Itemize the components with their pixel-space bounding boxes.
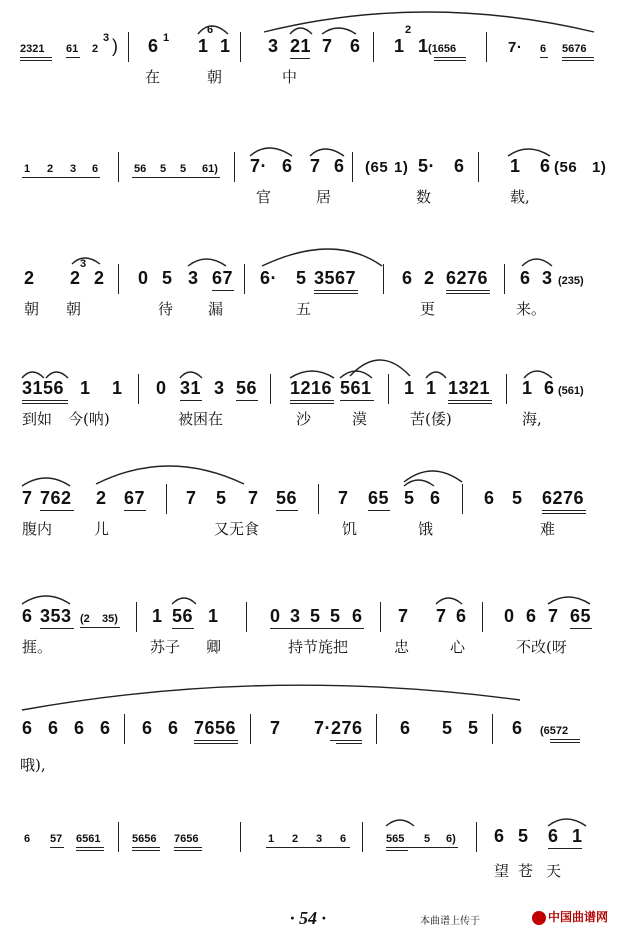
note: 5 [404,488,415,508]
bar-line [352,152,353,182]
note: 1 [522,378,533,398]
note: 2 [292,833,299,845]
note: 5 [512,488,523,508]
note: 3 [542,268,553,288]
underline [330,740,362,741]
note: 1 [510,156,521,176]
note: 3 [80,258,87,270]
bar-line [136,602,137,632]
lyric: 更 [420,300,436,318]
note: (2 [80,613,90,625]
note: 7 [248,488,259,508]
bar-line [250,714,251,744]
note: 3 [103,32,110,44]
note: 7 [270,718,281,738]
note: (561) [558,385,584,397]
bar-line [240,822,241,852]
note: 6 [22,606,33,626]
underline [570,628,592,629]
note: 6561 [76,833,101,845]
note: 6 [334,156,345,176]
note: 5 [518,826,529,846]
underline [22,403,68,404]
note: 2 [24,268,35,288]
note: 1 [163,32,170,44]
note: 1 [394,36,405,56]
lyric: 儿 [94,520,110,538]
note: 7 [186,488,197,508]
underline [76,850,104,851]
underline [76,847,104,848]
lyric: 载, [510,188,530,206]
note: 7 [310,156,321,176]
note: 6 [74,718,85,738]
lyric: 持节旄把 [288,638,349,656]
note: 5656 [132,833,157,845]
note: 353 [40,606,72,626]
note: 5 [330,606,341,626]
note: 5676 [562,43,587,55]
underline [20,57,52,58]
note: 5 [160,163,167,175]
note: 3 [188,268,199,288]
lyric: 数 [416,188,432,206]
bar-line [118,264,119,294]
note: 6 [22,718,33,738]
note: 1 [220,36,231,56]
underline [212,290,234,291]
note: 6 [100,718,111,738]
note: 5 [468,718,479,738]
underline [194,743,238,744]
note: 7· [508,39,523,56]
note: 0 [504,606,515,626]
underline [290,58,310,59]
lyric: 待 [158,300,174,318]
bar-line [492,714,493,744]
underline [22,400,68,401]
lyric: 居 [316,188,332,206]
underline [368,510,390,511]
underline [336,743,362,744]
underline [40,510,74,511]
bar-line [118,822,119,852]
bar-line [128,32,129,62]
note: 1 [404,378,415,398]
note: 57 [50,833,63,845]
note: 5 [216,488,227,508]
bar-line [373,32,374,62]
note: 5· [418,156,436,176]
underline [50,847,64,848]
note: 6· [260,268,278,288]
underline [434,57,466,58]
underline [290,403,334,404]
note: 67 [124,488,146,508]
bar-line [376,714,377,744]
note: 56 [236,378,258,398]
note: 1 [112,378,123,398]
note: 65 [570,606,592,626]
note: 2 [92,43,99,55]
bar-line [318,484,319,514]
lyric: 来。 [516,300,547,318]
underline [550,742,580,743]
bar-line [478,152,479,182]
note: 6 [207,24,214,36]
bar-line [270,374,271,404]
note: ) [112,36,119,56]
lyric: 望 [494,862,510,880]
note: 6 [48,718,59,738]
note: (235) [558,275,584,287]
note: 61) [202,163,218,175]
lyric: 心 [450,638,466,656]
note: 2 [47,163,54,175]
note: 3 [214,378,225,398]
note: 1216 [290,378,333,398]
note: 35) [102,613,118,625]
bar-line [234,152,235,182]
score-line-6 [0,600,637,660]
lyric: 天 [546,862,562,880]
bar-line [388,374,389,404]
source-note: 本曲谱上传于 [420,916,480,927]
underline [236,400,258,401]
note: 0 [270,606,281,626]
note: 7 [322,36,333,56]
underline [174,850,202,851]
underline [540,57,548,58]
underline [448,403,492,404]
lyric: 卿 [206,638,222,656]
lyric: 朝 [207,68,223,86]
note: 1 [572,826,583,846]
note: 6 [540,156,551,176]
note: 6 [456,606,467,626]
underline [66,57,80,58]
note: 1) [592,159,607,176]
bar-line [506,374,507,404]
note: 1 [152,606,163,626]
note: 565 [386,833,405,845]
bar-line [244,264,245,294]
note: 56 [276,488,298,508]
underline [446,293,490,294]
note: 5 [310,606,321,626]
lyric: 朝 [24,300,40,318]
note: 6 [520,268,531,288]
note: 6 [430,488,441,508]
bar-line [486,32,487,62]
score-line-4 [0,372,637,432]
lyric: 忠 [394,638,410,656]
bar-line [362,822,363,852]
score-line-8 [0,820,637,880]
underline [290,400,334,401]
lyric: 沙 [296,410,312,428]
note: 2321 [20,43,45,55]
lyric: 被困在 [178,410,224,428]
underline [386,850,408,851]
underline [434,60,466,61]
underline [40,628,74,629]
score-line-2 [0,150,637,210]
underline [542,513,586,514]
note: 6276 [446,268,489,288]
note: 1321 [448,378,491,398]
lyric: 饥 [342,520,358,538]
lyric: 今(呐) [68,410,110,428]
note: 65 [368,488,390,508]
note: 6 [24,833,31,845]
underline [172,628,194,629]
page-number: · 54 · [290,908,326,928]
note: 2 [424,268,435,288]
note: 7 [398,606,409,626]
lyric: 捱。 [22,638,53,656]
note: 6276 [542,488,585,508]
note: 7 [22,488,33,508]
note: (6572 [540,725,569,737]
note: 0 [156,378,167,398]
lyric: 到如 [22,410,53,428]
lyric: 饿 [418,520,434,538]
note: 6 [548,826,559,846]
underline [22,177,100,178]
note: 5 [424,833,431,845]
lyric: 海, [522,410,542,428]
underline [194,740,238,741]
underline [386,847,458,848]
bar-line [462,484,463,514]
note: 7 [338,488,349,508]
underline [446,290,490,291]
lyric: 不改(呀 [516,638,567,656]
note: 1 [208,606,219,626]
note: 56 [172,606,194,626]
note: 3 [316,833,323,845]
logo-icon [532,911,546,925]
score-line-3 [0,258,637,322]
score-line-1 [0,24,637,90]
underline [174,847,202,848]
note: 6 [142,718,153,738]
note: 3 [290,606,301,626]
note: 31 [180,378,202,398]
lyric: 漠 [352,410,368,428]
note: 7656 [194,718,237,738]
note: 1 [80,378,91,398]
note: 6 [402,268,413,288]
lyric: 苦(倭) [410,410,452,428]
note: 56 [134,163,147,175]
note: 0 [138,268,149,288]
note: 21 [290,36,312,56]
note: 61 [66,43,79,55]
bar-line [118,152,119,182]
note: 6 [352,606,363,626]
note: 6 [494,826,505,846]
note: 67 [212,268,234,288]
lyric: 腹内 [22,520,53,538]
bar-line [380,602,381,632]
underline [132,850,160,851]
logo-text: 中国曲谱网 [548,910,609,924]
note: 6 [168,718,179,738]
lyric: 苏子 [150,638,181,656]
bar-line [383,264,384,294]
note: 6 [454,156,465,176]
note: 2 [405,24,412,36]
bar-line [246,602,247,632]
underline [340,400,374,401]
note: 6 [350,36,361,56]
score-line-7 [0,712,637,772]
underline [180,400,202,401]
note: 7 [548,606,559,626]
lyric: 官 [256,188,272,206]
note: 7 [436,606,447,626]
note: 1 [418,36,429,56]
lyric: 在 [145,68,161,86]
bar-line [240,32,241,62]
note: (1656 [428,43,457,55]
underline [276,510,298,511]
note: 6 [400,718,411,738]
note: 6 [484,488,495,508]
underline [448,400,492,401]
underline [562,57,594,58]
bar-line [166,484,167,514]
note: 3567 [314,268,357,288]
note: 7·276 [314,718,363,738]
note: 7656 [174,833,199,845]
lyric: 苍 [518,862,534,880]
note: 1 [198,36,209,56]
underline [270,628,364,629]
lyric: 哦), [20,756,46,774]
underline [562,60,594,61]
note: 6 [92,163,99,175]
site-logo[interactable] [532,908,608,925]
note: 1) [394,159,409,176]
note: 762 [40,488,72,508]
bar-line [504,264,505,294]
lyric: 又无食 [214,520,260,538]
lyric: 中 [282,68,298,86]
note: 3156 [22,378,65,398]
note: 2 [96,488,107,508]
underline [542,510,586,511]
bar-line [124,714,125,744]
underline [80,627,120,628]
lyric: 难 [540,520,556,538]
note: 6 [512,718,523,738]
bar-line [476,822,477,852]
lyric: 朝 [66,300,82,318]
bar-line [482,602,483,632]
note: 1 [268,833,275,845]
note: 6 [282,156,293,176]
underline [132,847,160,848]
note: 5 [442,718,453,738]
lyric: 五 [296,300,312,318]
note: 6 [540,43,547,55]
note: 6 [526,606,537,626]
note: 1 [24,163,31,175]
note: (56 [554,159,578,176]
note: 3 [268,36,279,56]
underline [124,510,146,511]
note: 5 [296,268,307,288]
underline [550,739,580,740]
underline [20,60,52,61]
underline [132,177,220,178]
note: 2 [94,268,105,288]
note: 2 [70,268,81,288]
note: 5 [162,268,173,288]
note: 5 [180,163,187,175]
bar-line [138,374,139,404]
underline [266,847,350,848]
note: 6) [446,833,456,845]
note: 6 [340,833,347,845]
note: 1 [426,378,437,398]
note: 561 [340,378,372,398]
note: 3 [70,163,77,175]
underline [314,290,358,291]
note: 7· [250,156,268,176]
underline [548,848,582,849]
note: 6 [544,378,555,398]
lyric: 漏 [208,300,224,318]
note: 6 [148,36,159,56]
underline [314,293,358,294]
score-line-5 [0,482,637,542]
note: (65 [365,159,389,176]
